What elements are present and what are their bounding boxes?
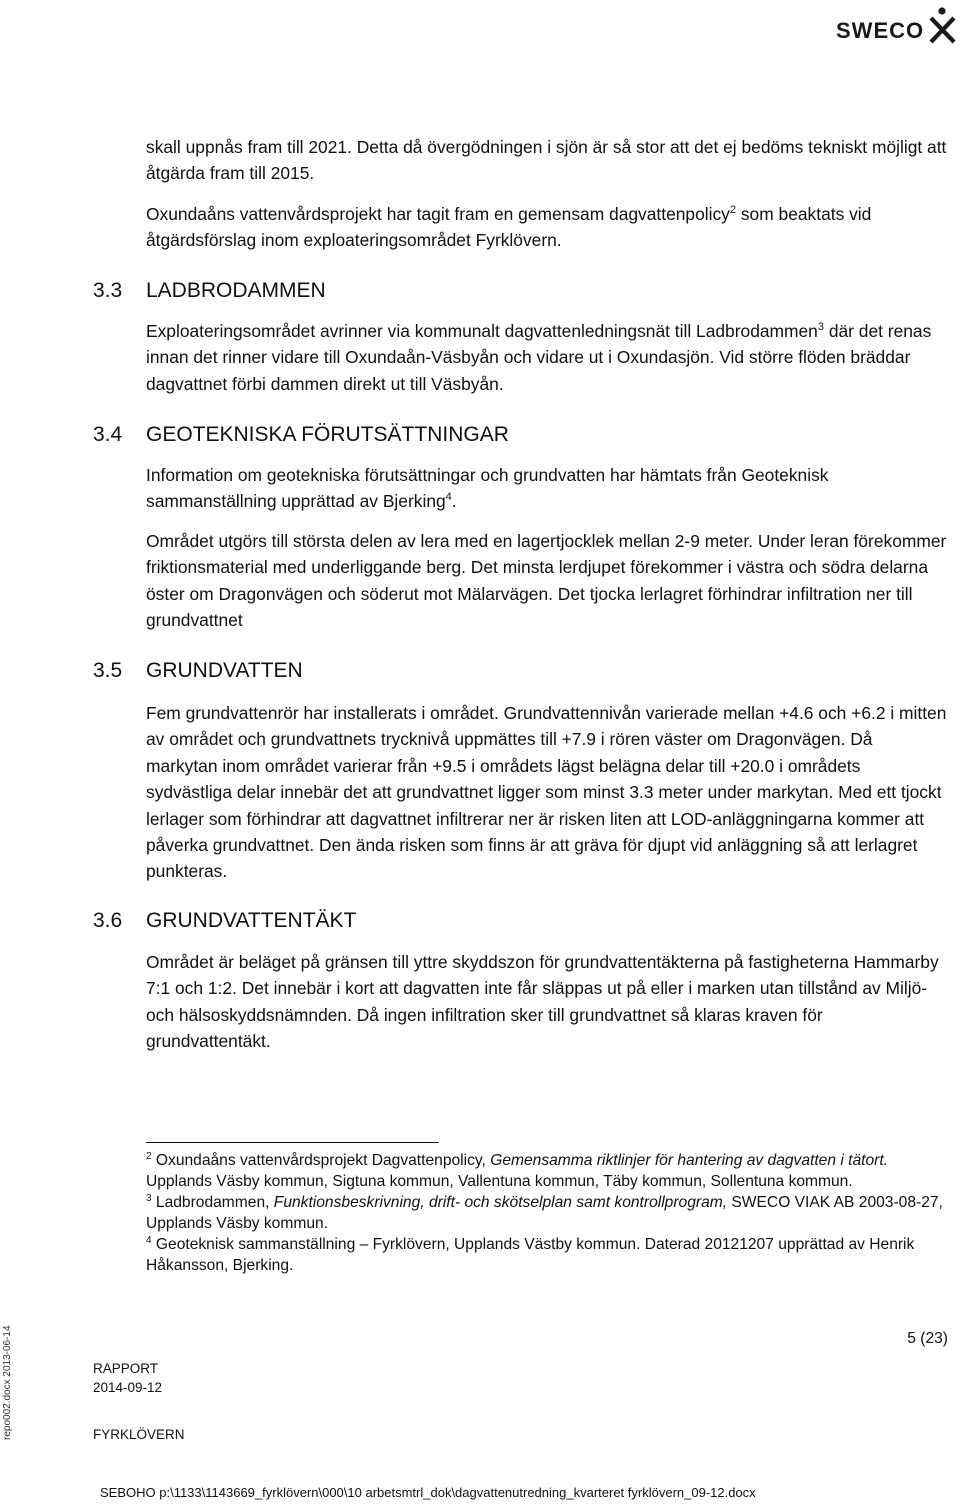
- intro-text-1: skall uppnås fram till 2021. Detta då övergödningen i sjön är så stor att det ej bedöms tekniskt möjligt att åtgärda fram till 2015.: [146, 137, 947, 184]
- sweco-logo-icon: [928, 6, 958, 44]
- section-3-4-text-b: .: [451, 491, 457, 512]
- section-3-4-text-2: Området utgörs till största delen av lera med en lagertjocklek mellan 2-9 meter. Under leran förekommer friktionsmaterial med underliggande berg. Det minsta lerdjupet förekommer i västra och södra delarna öster om Dragonvägen och söderut mot Mälarvägen. Det tjocka lerlagret förhindrar infiltration ner till grundvattnet: [146, 531, 947, 631]
- section-3-6-paragraph: [146, 949, 948, 1055]
- intro-text-2a: Oxundaåns vattenvårdsprojekt har tagit fram en gemensam dagvattenpolicy: [146, 204, 730, 224]
- footnote-3-text-a: Ladbrodammen,: [151, 1194, 274, 1211]
- logo-text: SWECO: [836, 18, 925, 43]
- intro-paragraph-2: [146, 201, 948, 254]
- footnote-number: 3: [146, 1192, 152, 1204]
- section-heading-3-3: [93, 278, 326, 304]
- footnote-3-title: Funktionsbeskrivning, drift- och skötselplan samt kontrollprogram,: [273, 1194, 728, 1211]
- section-heading-3-5: [93, 658, 303, 684]
- footnote-2: [146, 1150, 948, 1192]
- footnotes: [146, 1150, 948, 1276]
- section-3-5-text: Fem grundvattenrör har installerats i området. Grundvattennivån varierade mellan +4.6 och +6.2 i mitten av området och grundvattnets trycknivå uppmättes till +7.9 i rören väster om Dragonvägen. Då markytan inom området varierar från +9.5 i områdets lägst belägna delar till +20.0 i områdets sydvästliga delar innebär det att grundvattnet ligger som minst 3.3 meter under markytan. Med ett tjockt lerlager som förhindrar att dagvattnet infiltrerar ner är risken liten att LOD-anläggningarna kommer att påverka grundvattnet. Den ända risken som finns är att gräva för djupt vid anläggning så att lerlagret punkteras.: [146, 703, 947, 882]
- footnote-4: [146, 1234, 948, 1276]
- doc-type: RAPPORT: [93, 1361, 159, 1376]
- section-3-4-paragraph-2: [146, 528, 948, 634]
- section-3-6-text: Området är beläget på gränsen till yttre skyddszon för grundvattentäkterna på fastigheterna Hammarby 7:1 och 1:2. Det innebär i kort att dagvatten inte får släppas ut på eller i marken utan tillstånd av Miljö- och hälsoskyddsnämnden. Då ingen infiltration sker till grundvattnet så klaras kraven för grundvattentäkt.: [146, 952, 939, 1052]
- section-3-3-text-a: Exploateringsområdet avrinner via kommunalt dagvattenledningsnät till Ladbrodammen: [146, 321, 818, 341]
- sweco-logo: [836, 6, 958, 46]
- footnote-ref-3: 3: [817, 321, 824, 334]
- intro-paragraph-1: [146, 134, 948, 187]
- section-title: GEOTEKNISKA FÖRUTSÄTTNINGAR: [146, 423, 509, 446]
- footnote-number: 2: [146, 1150, 152, 1162]
- section-heading-3-6: [93, 908, 356, 934]
- footnote-2-text-b: Upplands Väsby kommun, Sigtuna kommun, Vallentuna kommun, Täby kommun, Sollentuna kommun.: [146, 1173, 853, 1190]
- section-number: 3.3: [93, 279, 123, 302]
- section-3-4-text-a: Information om geotekniska förutsättningar och grundvatten har hämtats från Geoteknisk sammanställning upprättad av Bjerking: [146, 465, 829, 512]
- footnote-2-text-a: Oxundaåns vattenvårdsprojekt Dagvattenpolicy,: [151, 1152, 491, 1169]
- footnote-divider: [146, 1142, 439, 1143]
- section-title: GRUNDVATTENTÄKT: [146, 909, 357, 932]
- page-number: 5 (23): [907, 1330, 948, 1347]
- footnote-ref-2: 2: [729, 204, 737, 217]
- footnote-2-title: Gemensamma riktlinjer för hantering av dagvatten i tätort.: [490, 1152, 889, 1169]
- footnote-number: 4: [146, 1234, 152, 1246]
- section-3-3-text-b: där det renas innan det rinner vidare till Oxundaån-Väsbyån och vidare ut i Oxundasjön. Vid större flöden bräddar dagvattnet förbi dammen direkt ut till Väsbyån.: [146, 321, 932, 394]
- section-title: LADBRODAMMEN: [146, 279, 326, 302]
- section-3-4-paragraph-1: [146, 462, 948, 515]
- template-code: repo002.docx 2013-06-14: [2, 1325, 13, 1440]
- section-heading-3-4: [93, 422, 509, 448]
- footnote-3: [146, 1192, 948, 1234]
- footnote-4-text: Geoteknisk sammanställning – Fyrklövern, Upplands Västby kommun. Daterad 20121207 upprättad av Henrik Håkansson, Bjerking.: [146, 1236, 915, 1274]
- section-number: 3.4: [93, 423, 123, 446]
- section-3-3-paragraph: [146, 318, 948, 397]
- footnote-ref-4: 4: [445, 491, 452, 504]
- file-path: SEBOHO p:\1133\1143669_fyrklövern\000\10 arbetsmtrl_dok\dagvattenutredning_kvarteret fyrklövern_09-12.docx: [100, 1485, 756, 1500]
- section-number: 3.6: [93, 909, 123, 932]
- intro-text-2b: som beaktats vid åtgärdsförslag inom exploateringsområdet Fyrklövern.: [146, 204, 872, 251]
- section-number: 3.5: [93, 659, 123, 682]
- project-name: FYRKLÖVERN: [93, 1427, 185, 1442]
- footnote-3-text-b: SWECO VIAK AB 2003-08-27, Upplands Väsby kommun.: [146, 1194, 943, 1232]
- section-title: GRUNDVATTEN: [146, 659, 303, 682]
- section-3-5-paragraph: [146, 700, 948, 885]
- doc-date: 2014-09-12: [93, 1380, 163, 1395]
